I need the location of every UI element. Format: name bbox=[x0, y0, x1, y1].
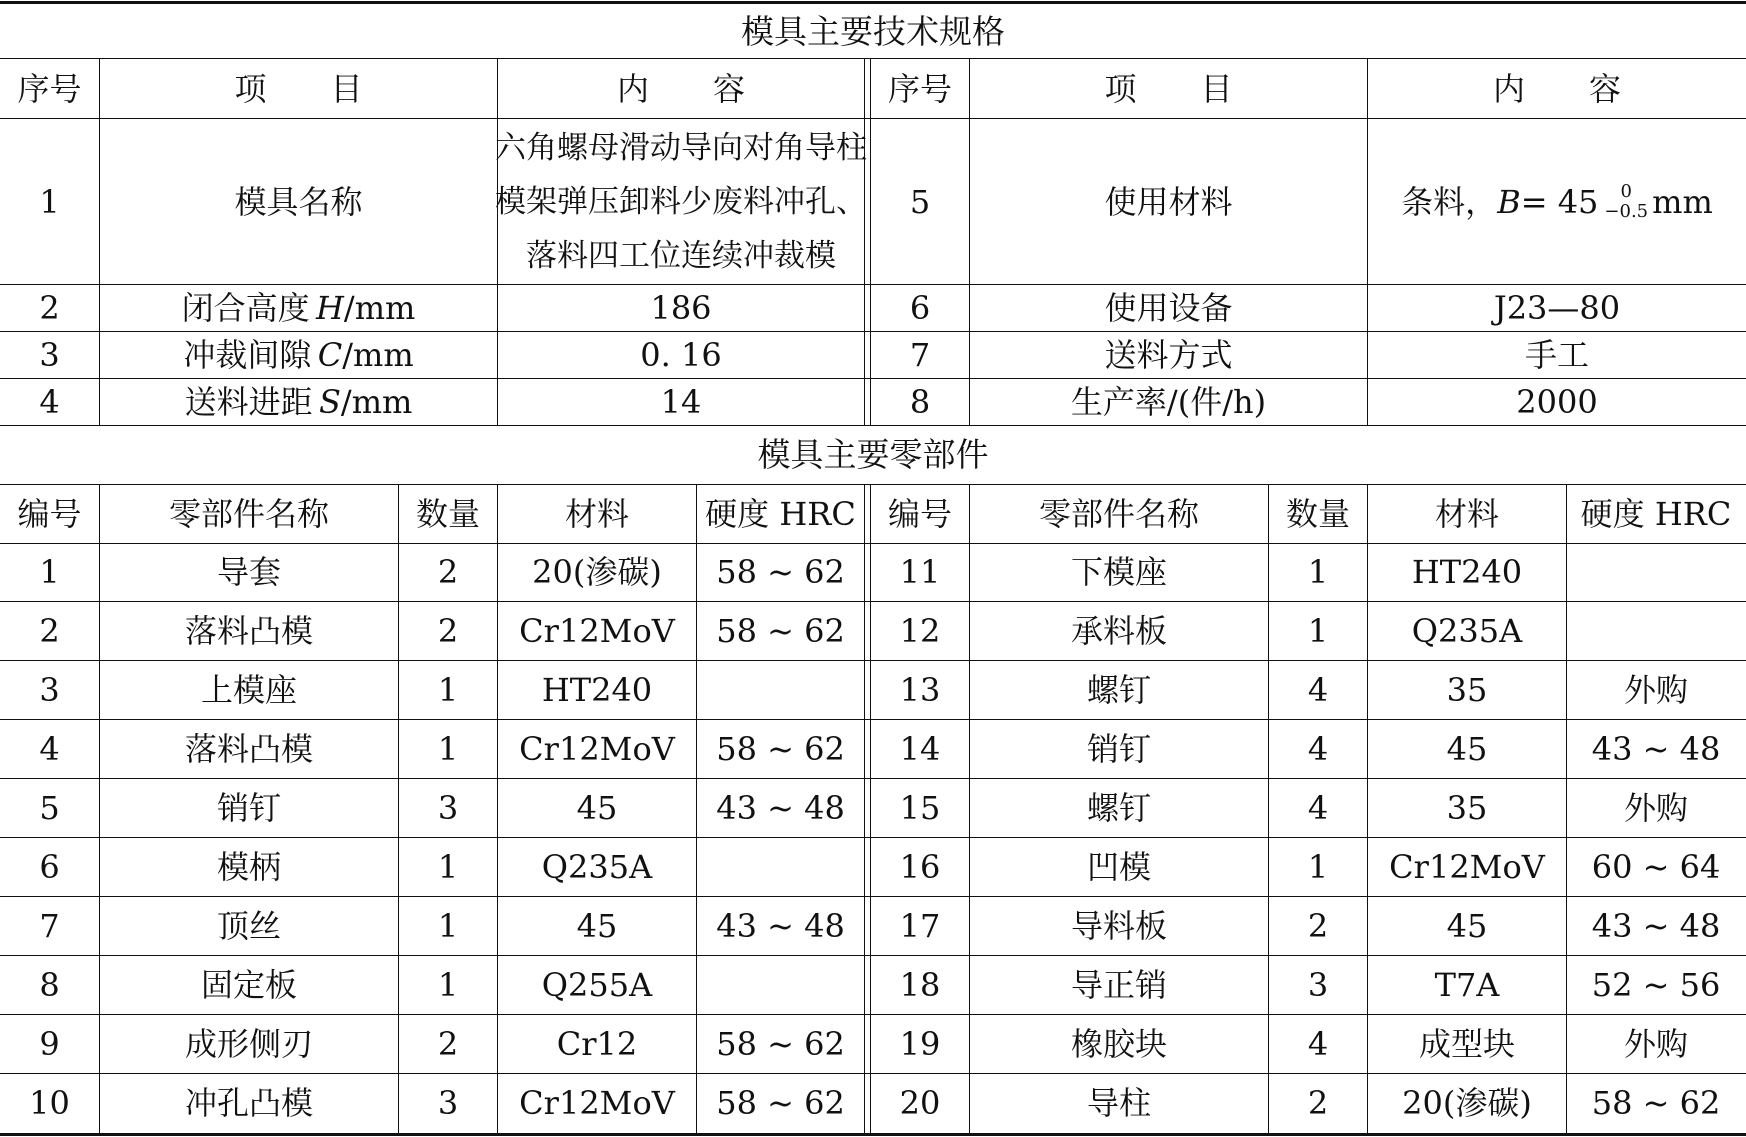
item-text: 冲裁间隙 bbox=[183, 336, 312, 374]
spec-item bbox=[100, 285, 497, 331]
part-no: 8 bbox=[39, 966, 60, 1004]
part-material: Cr12MoV bbox=[519, 1084, 675, 1122]
material-unit: mm bbox=[1652, 182, 1713, 221]
part-hardness: 58 ~ 62 bbox=[716, 1084, 845, 1122]
part-name: 落料凸模 bbox=[184, 730, 313, 768]
part-name: 落料凸模 bbox=[184, 612, 313, 650]
part-name: 导套 bbox=[216, 553, 281, 591]
part-name: 销钉 bbox=[216, 789, 281, 827]
part-material: 45 bbox=[576, 907, 618, 945]
part-material: Cr12MoV bbox=[1389, 848, 1545, 886]
material-prefix: 条料， bbox=[1401, 182, 1498, 221]
spec-content: 0. 16 bbox=[640, 336, 722, 374]
part-material: 20(渗碳) bbox=[532, 553, 662, 591]
part-name: 固定板 bbox=[200, 966, 297, 1004]
part-material: HT240 bbox=[1411, 553, 1523, 591]
parts-header-name: 零部件名称 bbox=[168, 495, 329, 533]
tolerance-upper: 0 bbox=[1620, 180, 1632, 202]
part-hardness: 58 ~ 62 bbox=[1591, 1084, 1721, 1122]
part-hardness: 60 ~ 64 bbox=[1591, 848, 1721, 886]
part-no: 4 bbox=[39, 730, 60, 768]
part-hardness: 外购 bbox=[1623, 671, 1688, 709]
part-qty: 1 bbox=[437, 966, 459, 1004]
part-no: 16 bbox=[899, 848, 941, 886]
part-name: 导料板 bbox=[1070, 907, 1167, 945]
part-no: 19 bbox=[899, 1025, 941, 1063]
part-qty: 1 bbox=[437, 907, 459, 945]
part-qty: 3 bbox=[1307, 966, 1329, 1004]
item-unit: /mm bbox=[342, 336, 414, 374]
part-no: 17 bbox=[899, 907, 941, 945]
die-name-line: 模架弹压卸料少废料冲孔、 bbox=[495, 183, 867, 220]
item-var: S bbox=[319, 383, 341, 421]
part-hardness bbox=[1567, 602, 1745, 660]
spec-no: 4 bbox=[39, 383, 60, 421]
part-material: 35 bbox=[1446, 789, 1488, 827]
spec-content: 2000 bbox=[1516, 383, 1598, 421]
part-qty: 3 bbox=[437, 789, 459, 827]
part-no: 12 bbox=[899, 612, 941, 650]
part-hardness bbox=[697, 838, 864, 896]
spec-header-content: 内 容 bbox=[1492, 69, 1621, 108]
spec-content-material bbox=[1368, 119, 1746, 284]
parts-header-hardness: 硬度 HRC bbox=[1580, 495, 1732, 533]
spec-item: 生产率/(件/h) bbox=[1070, 383, 1267, 421]
die-name-line: 六角螺母滑动导向对角导柱 bbox=[495, 129, 867, 166]
spec-item: 模具名称 bbox=[234, 182, 363, 221]
part-no: 11 bbox=[899, 553, 941, 591]
part-hardness: 43 ~ 48 bbox=[1591, 730, 1721, 768]
item-text: 送料进距 bbox=[184, 383, 313, 421]
item-unit: /mm bbox=[340, 383, 413, 421]
part-hardness bbox=[1567, 543, 1745, 601]
part-material: HT240 bbox=[541, 671, 653, 709]
material-eq: = 45 bbox=[1520, 182, 1599, 221]
die-name-line: 落料四工位连续冲裁模 bbox=[526, 237, 836, 274]
spec-no: 3 bbox=[39, 336, 60, 374]
part-material: Cr12MoV bbox=[519, 730, 675, 768]
part-hardness: 43 ~ 48 bbox=[716, 789, 845, 827]
part-name: 导正销 bbox=[1070, 966, 1167, 1004]
part-material: 45 bbox=[576, 789, 618, 827]
part-name: 上模座 bbox=[200, 671, 297, 709]
spec-header-item: 项 目 bbox=[234, 69, 363, 108]
bottom-border bbox=[0, 1133, 1746, 1136]
spec-item bbox=[100, 332, 497, 378]
spec-item bbox=[100, 379, 497, 425]
spec-content: J23—80 bbox=[1493, 289, 1621, 327]
part-qty: 4 bbox=[1307, 730, 1329, 768]
part-hardness bbox=[697, 956, 864, 1014]
part-no: 1 bbox=[39, 553, 60, 591]
part-no: 9 bbox=[39, 1025, 60, 1063]
divider bbox=[864, 58, 865, 425]
spec-header-no: 序号 bbox=[887, 69, 952, 108]
parts-header-material: 材料 bbox=[1434, 495, 1499, 533]
part-no: 10 bbox=[29, 1084, 70, 1122]
part-no: 5 bbox=[39, 789, 60, 827]
spec-content-die-name bbox=[495, 119, 867, 284]
part-material: 45 bbox=[1446, 730, 1488, 768]
part-no: 13 bbox=[899, 671, 941, 709]
spec-no: 6 bbox=[909, 289, 931, 327]
part-qty: 2 bbox=[1307, 907, 1329, 945]
parts-header-name: 零部件名称 bbox=[1038, 495, 1199, 533]
part-name: 模柄 bbox=[216, 848, 281, 886]
spec-content: 手工 bbox=[1524, 336, 1589, 374]
part-name: 螺钉 bbox=[1086, 789, 1151, 827]
part-qty: 2 bbox=[437, 1025, 459, 1063]
spec-no: 2 bbox=[39, 289, 60, 327]
part-hardness: 43 ~ 48 bbox=[716, 907, 845, 945]
part-material: 20(渗碳) bbox=[1402, 1084, 1532, 1122]
parts-header-qty: 数量 bbox=[415, 495, 480, 533]
spec-no: 7 bbox=[909, 336, 931, 374]
part-name: 顶丝 bbox=[216, 907, 281, 945]
spec-item: 使用设备 bbox=[1104, 289, 1233, 327]
part-qty: 3 bbox=[437, 1084, 459, 1122]
part-material: T7A bbox=[1434, 966, 1500, 1004]
spec-header-no: 序号 bbox=[17, 69, 82, 108]
part-no: 20 bbox=[899, 1084, 941, 1122]
spec-item: 送料方式 bbox=[1104, 336, 1233, 374]
spec-no: 5 bbox=[909, 182, 931, 221]
part-qty: 4 bbox=[1307, 789, 1329, 827]
part-hardness: 43 ~ 48 bbox=[1591, 907, 1721, 945]
part-material: Cr12 bbox=[556, 1025, 638, 1063]
spec-content: 14 bbox=[660, 383, 702, 421]
spec-header-item: 项 目 bbox=[1104, 69, 1233, 108]
part-qty: 2 bbox=[437, 612, 459, 650]
spec-header-content: 内 容 bbox=[616, 69, 745, 108]
item-var: C bbox=[317, 336, 343, 374]
tolerance bbox=[1604, 182, 1648, 222]
part-qty: 1 bbox=[437, 848, 459, 886]
item-text: 闭合高度 bbox=[181, 289, 310, 327]
part-hardness: 58 ~ 62 bbox=[716, 1025, 845, 1063]
parts-table-title: 模具主要零部件 bbox=[757, 435, 989, 474]
part-name: 橡胶块 bbox=[1070, 1025, 1167, 1063]
divider bbox=[864, 484, 865, 1133]
part-no: 14 bbox=[899, 730, 941, 768]
part-name: 成形侧刃 bbox=[184, 1025, 313, 1063]
part-hardness: 外购 bbox=[1623, 1025, 1688, 1063]
part-qty: 1 bbox=[437, 671, 459, 709]
part-name: 销钉 bbox=[1086, 730, 1151, 768]
part-material: 35 bbox=[1446, 671, 1488, 709]
parts-header-no: 编号 bbox=[887, 495, 952, 533]
part-name: 螺钉 bbox=[1086, 671, 1151, 709]
part-qty: 4 bbox=[1307, 1025, 1329, 1063]
part-hardness: 58 ~ 62 bbox=[716, 553, 845, 591]
item-var: H bbox=[316, 289, 344, 327]
part-hardness: 外购 bbox=[1623, 789, 1688, 827]
item-unit: /mm bbox=[343, 289, 416, 327]
part-hardness: 58 ~ 62 bbox=[716, 612, 845, 650]
material-var: B bbox=[1497, 182, 1521, 221]
part-material: Cr12MoV bbox=[519, 612, 675, 650]
parts-header-hardness: 硬度 HRC bbox=[705, 495, 856, 533]
part-material: Q235A bbox=[1411, 612, 1523, 650]
part-material: 成型块 bbox=[1418, 1025, 1515, 1063]
tolerance-lower: −0.5 bbox=[1604, 200, 1649, 222]
part-no: 7 bbox=[39, 907, 60, 945]
part-name: 凹模 bbox=[1086, 848, 1151, 886]
part-no: 18 bbox=[899, 966, 941, 1004]
part-name: 冲孔凸模 bbox=[184, 1084, 313, 1122]
part-no: 2 bbox=[39, 612, 60, 650]
part-qty: 2 bbox=[437, 553, 459, 591]
part-hardness: 52 ~ 56 bbox=[1591, 966, 1721, 1004]
part-name: 承料板 bbox=[1070, 612, 1167, 650]
spec-content: 186 bbox=[650, 289, 712, 327]
part-material: Q255A bbox=[541, 966, 653, 1004]
part-material: Q235A bbox=[541, 848, 653, 886]
part-qty: 1 bbox=[1307, 848, 1329, 886]
part-qty: 2 bbox=[1307, 1084, 1329, 1122]
parts-header-material: 材料 bbox=[564, 495, 629, 533]
part-name: 导柱 bbox=[1086, 1084, 1151, 1122]
part-no: 3 bbox=[39, 671, 60, 709]
part-hardness bbox=[697, 661, 864, 719]
part-qty: 1 bbox=[437, 730, 459, 768]
part-name: 下模座 bbox=[1070, 553, 1167, 591]
part-qty: 1 bbox=[1307, 553, 1329, 591]
part-no: 6 bbox=[39, 848, 60, 886]
part-qty: 4 bbox=[1307, 671, 1329, 709]
parts-header-no: 编号 bbox=[17, 495, 82, 533]
spec-no: 1 bbox=[39, 182, 60, 221]
spec-table-title: 模具主要技术规格 bbox=[741, 11, 1005, 51]
part-material: 45 bbox=[1446, 907, 1488, 945]
part-no: 15 bbox=[899, 789, 941, 827]
spec-no: 8 bbox=[909, 383, 931, 421]
part-hardness: 58 ~ 62 bbox=[716, 730, 845, 768]
part-qty: 1 bbox=[1307, 612, 1329, 650]
parts-header-qty: 数量 bbox=[1285, 495, 1350, 533]
spec-item: 使用材料 bbox=[1104, 182, 1233, 221]
